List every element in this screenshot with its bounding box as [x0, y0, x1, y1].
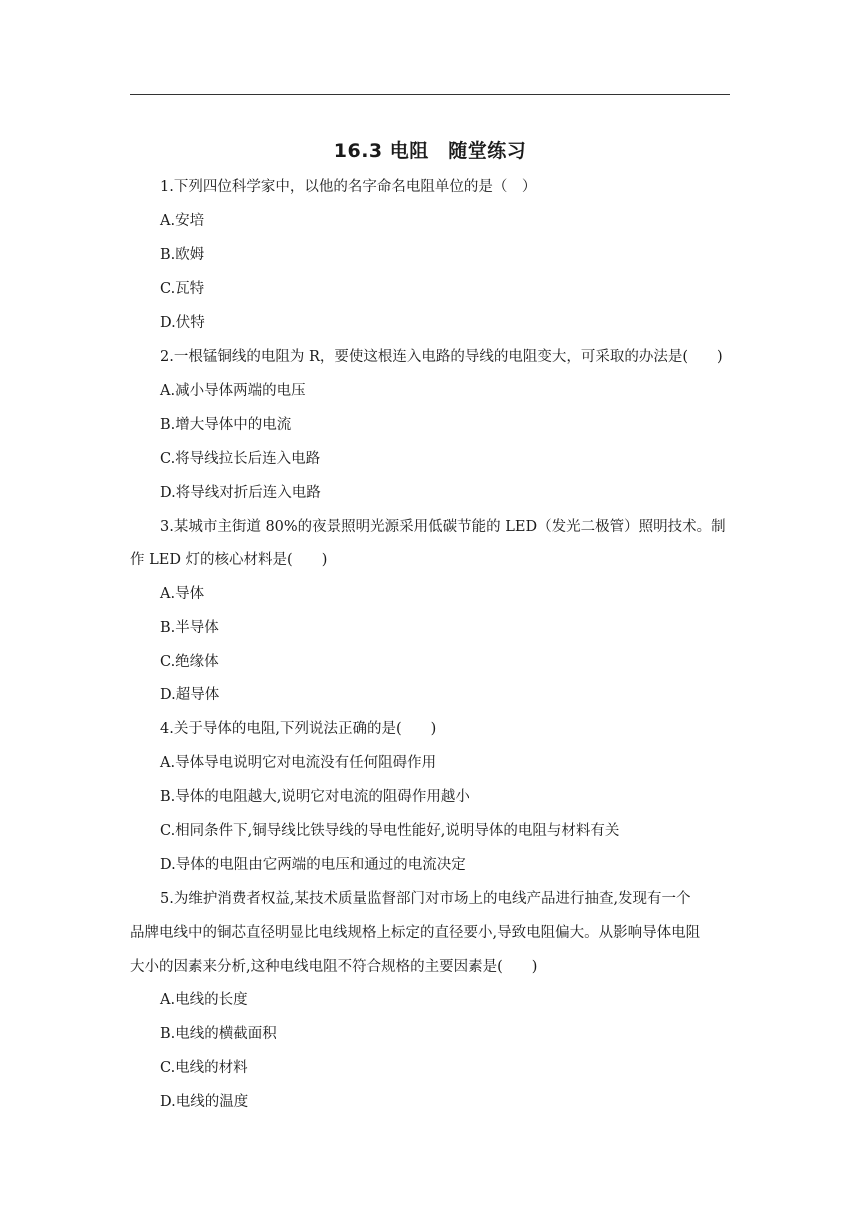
- question-5-option-b: B.电线的横截面积: [160, 1026, 277, 1042]
- question-2-option-c: C.将导线拉长后连入电路: [160, 451, 321, 467]
- question-4-option-c: C.相同条件下,铜导线比铁导线的导电性能好,说明导体的电阻与材料有关: [160, 823, 620, 839]
- question-3-option-b: B.半导体: [160, 620, 219, 636]
- question-1-option-b: B.欧姆: [160, 247, 205, 263]
- question-5-stem-line-3: 大小的因素来分析,这种电线电阻不符合规格的主要因素是( ): [130, 959, 538, 975]
- question-3-option-c: C.绝缘体: [160, 654, 219, 670]
- question-3-stem-line-1: 3.某城市主街道 80%的夜景照明光源采用低碳节能的 LED（发光二极管）照明技术。制: [160, 519, 726, 535]
- question-5-stem-line-2: 品牌电线中的铜芯直径明显比电线规格上标定的直径要小,导致电阻偏大。从影响导体电阻: [130, 925, 701, 941]
- question-2-option-a: A.减小导体两端的电压: [160, 383, 306, 399]
- question-3-option-a: A.导体: [160, 586, 205, 602]
- question-1-stem: 1.下列四位科学家中，以他的名字命名电阻单位的是（ ）: [160, 179, 537, 195]
- question-5-option-d: D.电线的温度: [160, 1094, 249, 1110]
- question-2-option-b: B.增大导体中的电流: [160, 417, 292, 433]
- question-4-stem: 4.关于导体的电阻,下列说法正确的是( ): [160, 721, 437, 737]
- question-5-option-a: A.电线的长度: [160, 992, 248, 1008]
- question-4-option-a: A.导体导电说明它对电流没有任何阻碍作用: [160, 755, 437, 771]
- question-4-option-b: B.导体的电阻越大,说明它对电流的阻碍作用越小: [160, 789, 470, 805]
- question-2-option-d: D.将导线对折后连入电路: [160, 485, 321, 501]
- question-5-stem-line-1: 5.为维护消费者权益,某技术质量监督部门对市场上的电线产品进行抽查,发现有一个: [160, 891, 691, 907]
- question-5-option-c: C.电线的材料: [160, 1060, 248, 1076]
- question-1-option-d: D.伏特: [160, 315, 205, 331]
- question-2-stem: 2.一根锰铜线的电阻为 R，要使这根连入电路的导线的电阻变大，可采取的办法是( ): [160, 349, 723, 365]
- question-3-stem-line-2: 作 LED 灯的核心材料是( ): [130, 552, 328, 568]
- question-3-option-d: D.超导体: [160, 687, 220, 703]
- page-title: 16.3 电阻 随堂练习: [333, 140, 527, 162]
- question-1-option-a: A.安培: [160, 213, 205, 229]
- header-rule: [130, 94, 730, 95]
- question-4-option-d: D.导体的电阻由它两端的电压和通过的电流决定: [160, 857, 466, 873]
- question-1-option-c: C.瓦特: [160, 281, 205, 297]
